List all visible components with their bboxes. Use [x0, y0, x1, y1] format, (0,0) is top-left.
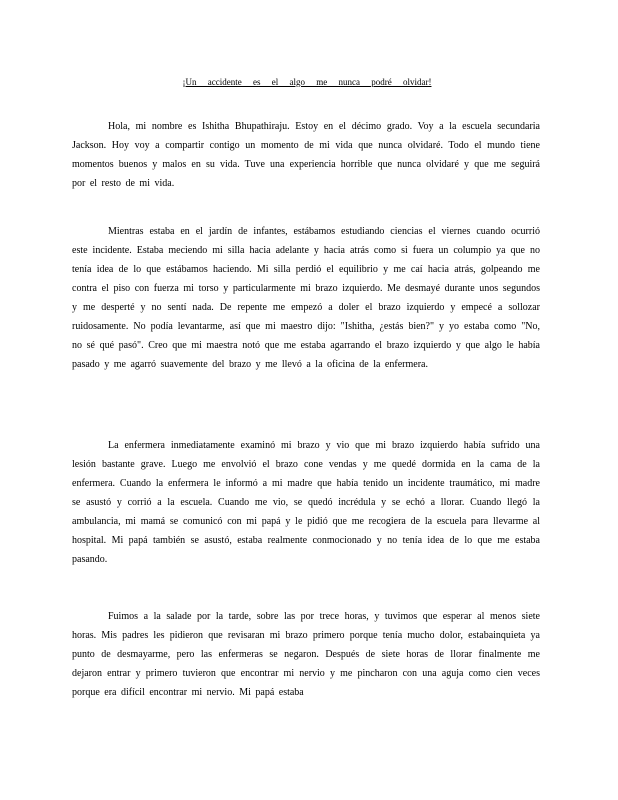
paragraph-4-text: Fuimos a la salade por la tarde, sobre las por trece horas, y tuvimos que esperar al menos siete horas. Mis padres les pidieron que revisaran mi brazo primero porque tenía mucho dolor, estabainquieta ya punto de desmayarme, pero las enfermeras se negaron. Después de siete horas de llorar finalmente me dejaron entrar y primero tuvieron que encontrar mi nervio y me pincharon con una aguja como cien veces porque era difícil encontrar mi nervio. Mi papá estaba: [72, 611, 540, 698]
paragraph-4: [72, 607, 540, 702]
paragraph-3-text: La enfermera inmediatamente examinó mi brazo y vio que mi brazo izquierdo había sufrido una lesión bastante grave. Luego me envolvió el brazo cone vendas y me quedé dormida en la cama de la enfermera. Cuando la enfermera le informó a mi madre que había tenido un incidente traumático, mi madre se asustó y corrió a la escuela. Cuando me vio, se quedó incrédula y se echó a llorar. Cuando llegó la ambulancia, mi mamá se comunicó con mi papá y le pidió que me recogiera de la escuela para llevarme al hospital. Mi papá también se asustó, estaba realmente conmocionado y no tenía idea de lo que me estaba pasando.: [72, 440, 540, 565]
paragraph-2-text: Mientras estaba en el jardín de infantes, estábamos estudiando ciencias el viernes cuando ocurrió este incidente. Estaba meciendo mi silla hacia adelante y hacia atrás como si fuera un columpio ya que no tenía idea de lo que estábamos haciendo. Mi silla perdió el equilibrio y me caí hacia atrás, golpeando me contra el piso con fuerza mi torso y particularmente mi brazo izquierdo. Me desmayé durante unos segundos y me desperté y no sentí nada. De repente me empezó a doler el brazo izquierdo y empecé a sollozar ruidosamente. No podía levantarme, así que mi maestro dijo: "Ishitha, ¿estás bien?" y yo estaba como "No, no sé qué pasó". Creo que mi maestra notó que me estaba agarrando el brazo izquierdo y que algo le había pasado y me agarró suavemente del brazo y me llevó a la oficina de la enfermera.: [72, 226, 540, 370]
paragraph-2: [72, 222, 540, 374]
document-title: [72, 77, 542, 87]
paragraph-1: [72, 117, 540, 193]
paragraph-1-text: Hola, mi nombre es Ishitha Bhupathiraju. Estoy en el décimo grado. Voy a la escuela secundaria Jackson. Hoy voy a compartir contigo un momento de mi vida que nunca olvidaré. Todo el mundo tiene momentos buenos y malos en su vida. Tuve una experiencia horrible que nunca olvidaré y que me seguirá por el resto de mi vida.: [72, 121, 540, 189]
paragraph-3: [72, 436, 540, 569]
document-title-text: ¡Un accidente es el algo me nunca podré olvidar!: [182, 77, 432, 87]
